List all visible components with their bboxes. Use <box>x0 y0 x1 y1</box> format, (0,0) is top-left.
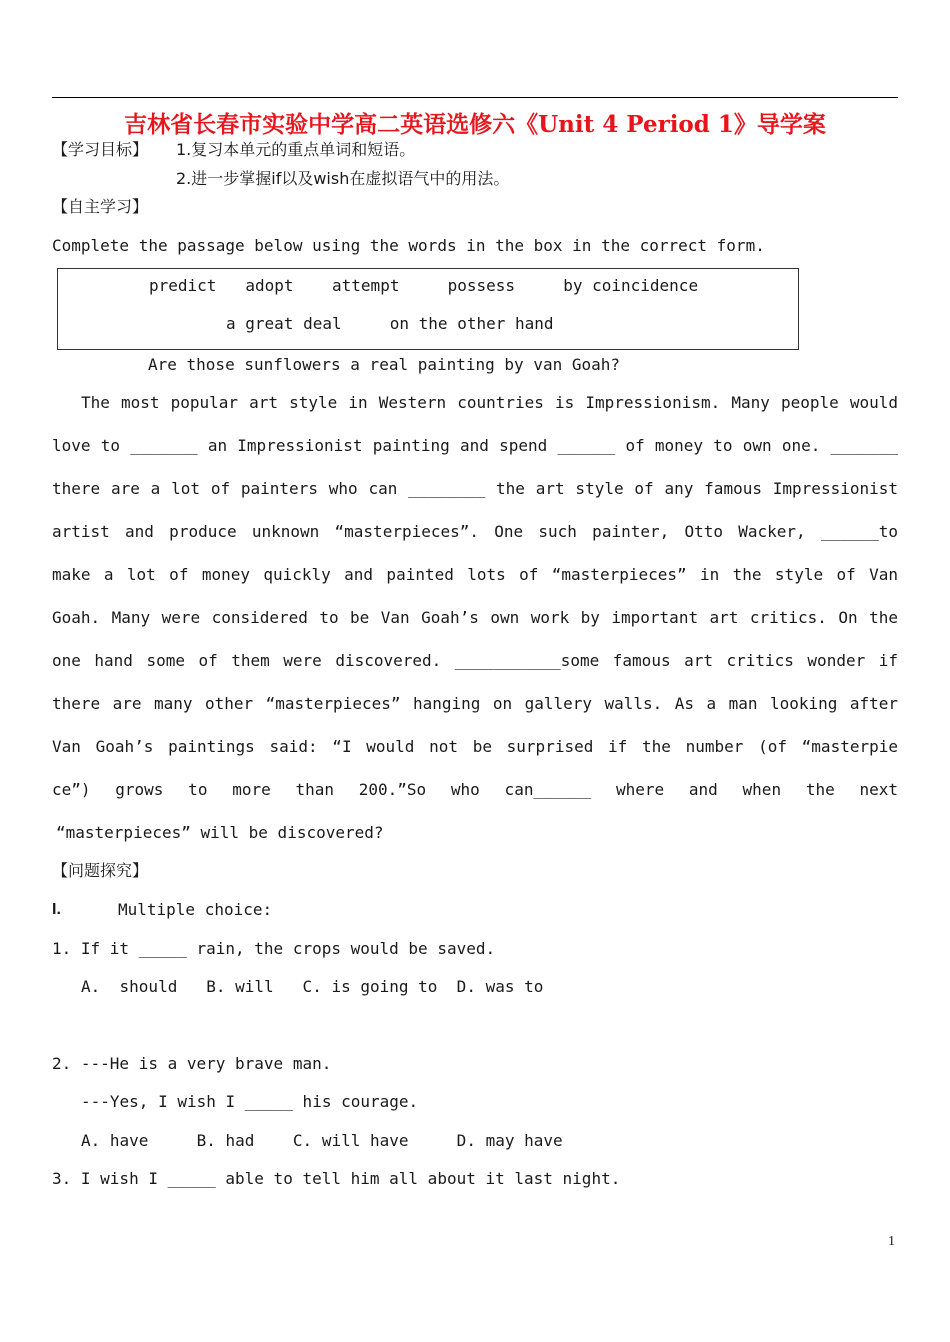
passage-line: Van Goah’s paintings said: “I would not be surprised if the number (of “masterpie <box>52 737 898 756</box>
passage-line: one hand some of them were discovered. ___________some famous art critics wonder if <box>52 651 898 670</box>
page-number: 1 <box>888 1234 895 1249</box>
objective-item-2: 2.进一步掌握if以及wish在虚拟语气中的用法。 <box>176 169 510 188</box>
passage-line: “masterpieces” will be discovered? <box>56 823 384 842</box>
question-3-stem: 3. I wish I _____ able to tell him all about it last night. <box>52 1169 621 1188</box>
question-2-options: A. have B. had C. will have D. may have <box>81 1131 563 1150</box>
passage-line: there are a lot of painters who can ________ the art style of any famous Impressionist <box>52 479 898 498</box>
passage-line: Goah. Many were considered to be Van Goah’s own work by important art critics. On the <box>52 608 898 627</box>
passage-line: love to _______ an Impressionist painting and spend ______ of money to own one. _______ <box>52 436 898 455</box>
objective-item-1: 1.复习本单元的重点单词和短语。 <box>176 140 416 159</box>
word-box-row-2: a great deal on the other hand <box>226 314 554 333</box>
section-number: I. <box>52 901 61 918</box>
instruction-text: Complete the passage below using the words in the box in the correct form. <box>52 236 765 255</box>
inquiry-label: 【问题探究】 <box>52 861 149 880</box>
word-box <box>57 268 799 350</box>
page-title: 吉林省长春市实验中学高二英语选修六《Unit 4 Period 1》导学案 <box>124 111 826 138</box>
passage-line: there are many other “masterpieces” hanging on gallery walls. As a man looking after <box>52 694 898 713</box>
passage-line: make a lot of money quickly and painted lots of “masterpieces” in the style of Van <box>52 565 898 584</box>
passage-title: Are those sunflowers a real painting by van Goah? <box>148 355 621 374</box>
question-2-stem: 2. ---He is a very brave man. <box>52 1054 332 1073</box>
objectives-label: 【学习目标】 <box>52 140 149 159</box>
word-box-row-1: predict adopt attempt possess by coincidence <box>149 276 699 295</box>
question-1-stem: 1. If it _____ rain, the crops would be saved. <box>52 939 496 958</box>
header-rule <box>52 97 898 98</box>
passage-line: ce”) grows to more than 200.”So who can______ where and when the next <box>52 780 898 799</box>
question-2-reply: ---Yes, I wish I _____ his courage. <box>81 1092 419 1111</box>
self-study-label: 【自主学习】 <box>52 197 149 216</box>
passage-line: artist and produce unknown “masterpieces”. One such painter, Otto Wacker, ______to <box>52 522 898 541</box>
question-1-options: A. should B. will C. is going to D. was to <box>81 977 544 996</box>
passage-line: The most popular art style in Western countries is Impressionism. Many people would <box>81 393 898 412</box>
section-title: Multiple choice: <box>118 900 273 919</box>
